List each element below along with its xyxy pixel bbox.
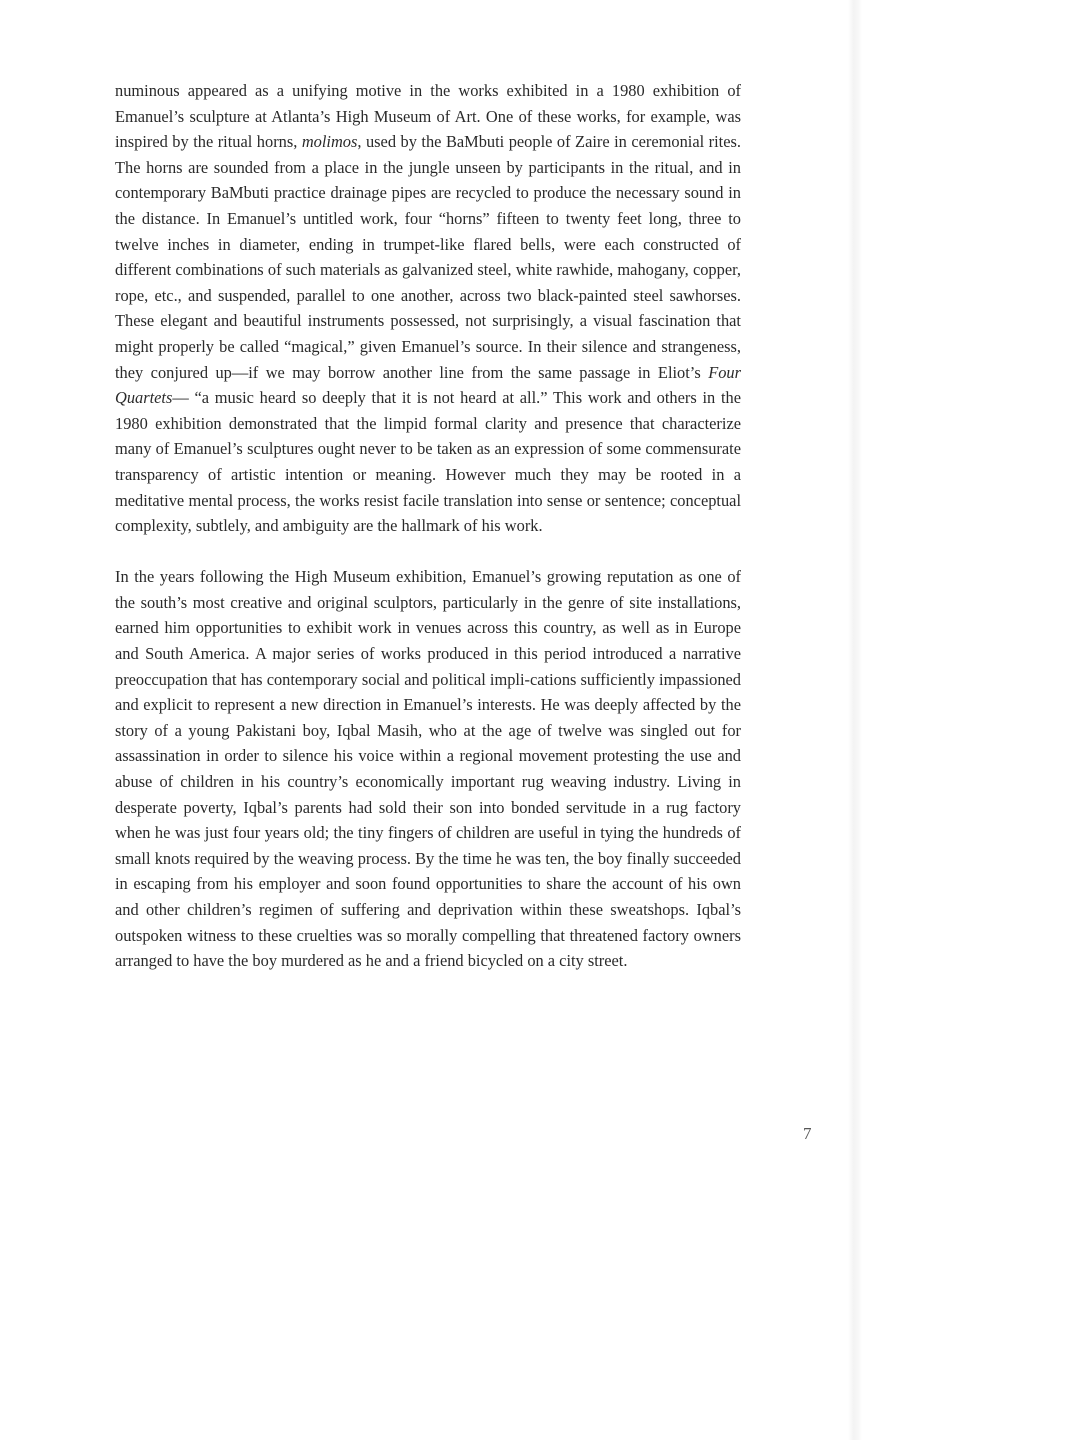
italic-title-four-quartets: Four Quartets xyxy=(115,362,741,408)
paragraph-1 xyxy=(115,78,741,539)
paragraph-text: In the years following the High Museum exhibition, Emanuel’s growing reputation as one of the south’s most creative and original sculptors, particularly in the genre of site installations, earned him opportunities to exhibit work in venues across this country, as well as in Europe and South America. A major series of works produced in this period introduced a narrative preoccupation that has contemporary social and political impli-cations sufficiently impassioned and explicit to represent a new direction in Emanuel’s interests. He was deeply affected by the story of a young Pakistani boy, Iqbal Masih, who at the age of twelve was singled out for assassination in order to silence his voice within a regional movement protesting the use and abuse of children in his country’s economically important rug weaving industry. Living in desperate poverty, Iqbal’s parents had sold their son into bonded servitude in a rug factory when he was just four years old; the tiny fingers of children are useful in tying the hundreds of small knots required by the weaving process. By the time he was ten, the boy finally succeeded in escaping from his employer and soon found opportunities to share the account of his own and other children’s regimen of suffering and deprivation within these sweatshops. Iqbal’s outspoken witness to these cruelties was so morally compelling that threatened factory owners arranged to have the boy murdered as he and a friend bicycled on a city street. xyxy=(115,567,741,971)
paragraph-text: — “a music heard so deeply that it is not heard at all.” This work and others in the 1980 exhibition demonstrated that the limpid formal clarity and presence that characterize many of Emanuel’s sculptures ought never to be taken as an expression of some commensurate transparency of artistic intention or meaning. However much they may be rooted in a meditative mental process, the works resist facile translation into sense or sentence; conceptual complexity, subtlely, and ambiguity are the hallmark of his work. xyxy=(115,388,741,536)
page-number: 7 xyxy=(803,1124,812,1143)
paragraph-text: , used by the BaMbuti people of Zaire in ceremonial rites. The horns are sounded from a place in the jungle unseen by participants in the ritual, and in contemporary BaMbuti practice drainage pipes are recycled to produce the necessary sound in the distance. In Emanuel’s untitled work, four “horns” fifteen to twenty feet long, three to twelve inches in diameter, ending in trumpet-like flared bells, were each constructed of different combinations of such materials as galvanized steel, white rawhide, mahogany, copper, rope, etc., and suspended, parallel to one another, across two black-painted steel sawhorses. These elegant and beautiful instruments possessed, not surprisingly, a visual fascination that might properly be called “magical,” given Emanuel’s source. In their silence and strangeness, they conjured up—if we may borrow another line from the same passage in Eliot’s xyxy=(115,132,741,382)
italic-term-molimos: molimos xyxy=(301,132,358,152)
page-edge-shadow xyxy=(848,0,862,1440)
paragraph-text: numinous appeared as a unifying motive in the works exhibited in a 1980 exhibition of Emanuel’s sculpture at Atlanta’s High Museum of Art. One of these works, for example, was inspired by the ritual horns, xyxy=(115,81,741,152)
body-text xyxy=(115,78,741,974)
paragraph-2 xyxy=(115,564,741,974)
